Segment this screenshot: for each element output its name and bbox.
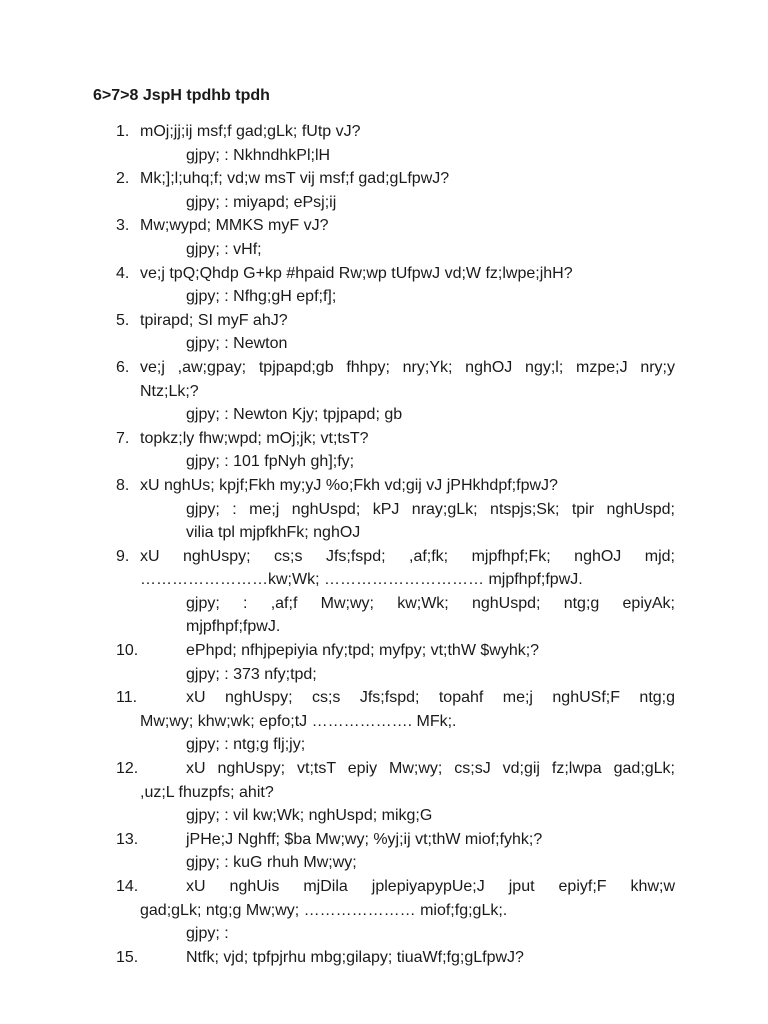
answer-row bbox=[0, 238, 768, 262]
question-text-cont: Ntz;Lk;? bbox=[140, 382, 199, 400]
page-title: 6>7>8 JspH tpdhb tpdh bbox=[93, 87, 270, 104]
list-item bbox=[0, 828, 768, 852]
item-number: 9. bbox=[116, 547, 130, 565]
answer-text: gjpy; : vil kw;Wk; nghUspd; mikg;G bbox=[186, 807, 433, 825]
question-text: xU nghUspy; cs;s Jfs;fspd; topahf me;j nghUSf;F ntg;g bbox=[186, 689, 675, 707]
question-text-cont: gad;gLk; ntg;g Mw;wy; ………………… miof;fg;gLk;. bbox=[140, 901, 508, 919]
answer-text: gjpy; : vHf; bbox=[186, 240, 262, 258]
answer-row bbox=[0, 733, 768, 757]
answer-text: gjpy; : kuG rhuh Mw;wy; bbox=[186, 854, 357, 872]
answer-row bbox=[0, 332, 768, 356]
item-number: 8. bbox=[116, 476, 130, 494]
answer-row bbox=[0, 922, 768, 946]
item-number: 7. bbox=[116, 429, 130, 447]
answer-row bbox=[0, 851, 768, 875]
item-number: 1. bbox=[116, 123, 130, 140]
answer-continuation bbox=[0, 521, 768, 545]
question-continuation bbox=[0, 380, 768, 404]
answer-text-cont: mjpfhpf;fpwJ. bbox=[186, 618, 281, 636]
question-text: ePhpd; nfhjpepiyia nfy;tpd; myfpy; vt;thW $wyhk;? bbox=[186, 642, 540, 660]
item-number: 14. bbox=[116, 878, 139, 895]
question-text: mOj;jj;ij msf;f gad;gLk; fUtp vJ? bbox=[140, 123, 361, 140]
list-item bbox=[0, 875, 768, 899]
question-text: xU nghUis mjDila jplepiyapypUe;J jput epiyf;F khw;w bbox=[186, 878, 675, 895]
question-text: Mw;wypd; MMKS myF vJ? bbox=[140, 217, 329, 235]
answer-text: gjpy; : Nfhg;gH epf;f]; bbox=[186, 288, 337, 306]
answer-row bbox=[0, 498, 768, 522]
answer-row bbox=[0, 450, 768, 474]
answer-row bbox=[0, 663, 768, 687]
question-text: Mk;];l;uhq;f; vd;w msT vij msf;f gad;gLfpwJ? bbox=[140, 170, 450, 188]
item-number: 15. bbox=[116, 948, 139, 966]
question-continuation bbox=[0, 568, 768, 592]
answer-text: gjpy; : miyapd; ePsj;ij bbox=[186, 193, 337, 211]
list-item bbox=[0, 545, 768, 569]
question-list bbox=[0, 120, 768, 969]
list-item bbox=[0, 356, 768, 380]
item-number: 10. bbox=[116, 642, 139, 660]
item-number: 2. bbox=[116, 170, 130, 188]
answer-continuation bbox=[0, 615, 768, 639]
answer-text: gjpy; : 373 nfy;tpd; bbox=[186, 665, 317, 683]
answer-text: gjpy; : ,af;f Mw;wy; kw;Wk; nghUspd; ntg;g epiyAk; bbox=[186, 594, 675, 612]
item-number: 11. bbox=[116, 689, 138, 707]
question-text: Ntfk; vjd; tpfpjrhu mbg;gilapy; tiuaWf;fg;gLfpwJ? bbox=[186, 948, 524, 966]
answer-text: gjpy; : Newton bbox=[186, 335, 288, 353]
answer-row bbox=[0, 191, 768, 215]
question-text-cont: Mw;wy; khw;wk; epfo;tJ ………………. MFk;. bbox=[140, 712, 457, 730]
answer-text: gjpy; : NkhndhkPl;lH bbox=[186, 146, 331, 164]
list-item bbox=[0, 639, 768, 663]
answer-row bbox=[0, 144, 768, 168]
list-item bbox=[0, 686, 768, 710]
list-item bbox=[0, 120, 768, 144]
answer-text: gjpy; : bbox=[186, 925, 229, 943]
list-item bbox=[0, 262, 768, 286]
question-text: jPHe;J Nghff; $ba Mw;wy; %yj;ij vt;thW miof;fyhk;? bbox=[186, 830, 543, 848]
question-continuation bbox=[0, 899, 768, 923]
question-text: ve;j tpQ;Qhdp G+kp #hpaid Rw;wp tUfpwJ vd;W fz;lwpe;jhH? bbox=[140, 264, 573, 282]
question-text: topkz;ly fhw;wpd; mOj;jk; vt;tsT? bbox=[140, 429, 369, 447]
item-number: 6. bbox=[116, 358, 130, 376]
list-item bbox=[0, 757, 768, 781]
answer-text-cont: vilia tpl mjpfkhFk; nghOJ bbox=[186, 524, 361, 542]
question-text-cont: ,uz;L fhuzpfs; ahit? bbox=[140, 783, 274, 801]
answer-row bbox=[0, 804, 768, 828]
list-item bbox=[0, 427, 768, 451]
question-text: ve;j ,aw;gpay; tpjpapd;gb fhhpy; nry;Yk; nghOJ ngy;l; mzpe;J nry;y bbox=[140, 358, 675, 376]
answer-text: gjpy; : Newton Kjy; tpjpapd; gb bbox=[186, 406, 403, 424]
question-text: xU nghUspy; cs;s Jfs;fspd; ,af;fk; mjpfhpf;Fk; nghOJ mjd; bbox=[140, 547, 675, 565]
list-item bbox=[0, 167, 768, 191]
question-text: xU nghUspy; vt;tsT epiy Mw;wy; cs;sJ vd;gij fz;lwpa gad;gLk; bbox=[186, 760, 675, 778]
answer-row bbox=[0, 403, 768, 427]
answer-text: gjpy; : me;j nghUspd; kPJ nray;gLk; ntspjs;Sk; tpir nghUspd; bbox=[186, 500, 675, 518]
question-text-cont: ……………………kw;Wk; ………………………… mjpfhpf;fpwJ. bbox=[140, 571, 583, 589]
item-number: 3. bbox=[116, 217, 130, 235]
item-number: 12. bbox=[116, 760, 139, 778]
answer-text: gjpy; : 101 fpNyh gh];fy; bbox=[186, 453, 355, 471]
answer-text: gjpy; : ntg;g flj;jy; bbox=[186, 736, 306, 754]
item-number: 13. bbox=[116, 830, 139, 848]
question-text: tpirapd; SI myF ahJ? bbox=[140, 311, 288, 329]
answer-row bbox=[0, 592, 768, 616]
item-number: 5. bbox=[116, 311, 130, 329]
question-continuation bbox=[0, 710, 768, 734]
list-item bbox=[0, 309, 768, 333]
item-number: 4. bbox=[116, 264, 130, 282]
list-item bbox=[0, 214, 768, 238]
question-text: xU nghUs; kpjf;Fkh my;yJ %o;Fkh vd;gij vJ jPHkhdpf;fpwJ? bbox=[140, 476, 558, 494]
question-continuation bbox=[0, 781, 768, 805]
answer-row bbox=[0, 285, 768, 309]
list-item bbox=[0, 474, 768, 498]
list-item bbox=[0, 946, 768, 970]
